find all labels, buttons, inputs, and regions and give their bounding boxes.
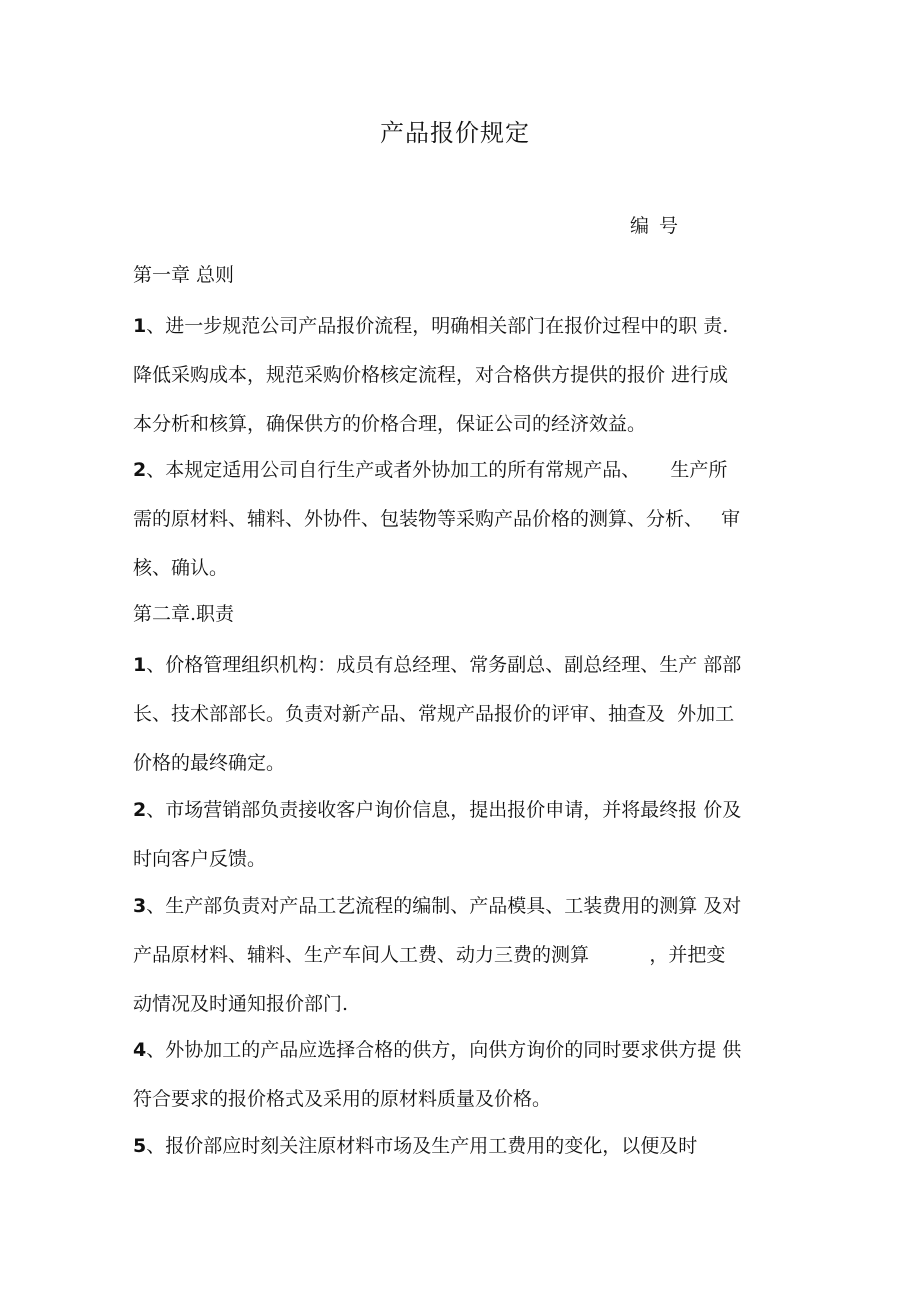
item-number: 1 (133, 654, 147, 676)
chapter-heading-1: 第一章 总则 (133, 264, 235, 286)
paragraph-line: 5、报价部应时刻关注原材料市场及生产用工费用的变化，以便及时 (133, 1135, 698, 1157)
paragraph-line: 本分析和核算，确保供方的价格合理，保证公司的经济效益。 (133, 413, 647, 435)
document-title: 产品报价规定 (380, 119, 530, 147)
paragraph-line: 符合要求的报价格式及采用的原材料质量及价格。 (133, 1088, 552, 1110)
paragraph-line: 需的原材料、辅料、外协件、包装物等采购产品价格的测算、分析、 审 (133, 508, 741, 530)
paragraph-line: 核、确认。 (133, 557, 229, 579)
item-number: 1 (133, 315, 147, 337)
chapter-2-item-1 (133, 641, 793, 788)
item-number: 2 (133, 459, 147, 481)
paragraph-line: 2、本规定适用公司自行生产或者外协加工的所有常规产品、 生产所 (133, 459, 728, 481)
document-code-label: 编 号 (630, 215, 679, 237)
paragraph-line: 3、生产部负责对产品工艺流程的编制、产品模具、工装费用的测算 及对 (133, 895, 742, 917)
paragraph-line: 动情况及时通知报价部门. (133, 993, 349, 1015)
paragraph-line: 长、技术部部长。负责对新产品、常规产品报价的评审、抽查及 外加工 (133, 703, 735, 725)
chapter-1-item-1 (133, 302, 793, 449)
paragraph-line: 价格的最终确定。 (133, 752, 286, 774)
paragraph-line: 产品原材料、辅料、生产车间人工费、动力三费的测算 ，并把变 (133, 944, 726, 966)
chapter-2-item-4 (133, 1026, 793, 1124)
chapter-heading-2: 第二章.职责 (133, 603, 235, 625)
paragraph-line: 1、价格管理组织机构：成员有总经理、常务副总、副总经理、生产 部部 (133, 654, 742, 676)
chapter-2-item-2 (133, 786, 793, 884)
chapter-2-item-3 (133, 882, 793, 1029)
paragraph-line: 时向客户反馈。 (133, 848, 267, 870)
chapter-1-item-2 (133, 446, 793, 593)
paragraph-line: 降低采购成本，规范采购价格核定流程，对合格供方提供的报价 进行成 (133, 364, 729, 386)
paragraph-line: 1、进一步规范公司产品报价流程，明确相关部门在报价过程中的职 责. (133, 315, 729, 337)
item-number: 5 (133, 1135, 147, 1157)
item-number: 2 (133, 799, 147, 821)
paragraph-line: 2、市场营销部负责接收客户询价信息，提出报价申请，并将最终报 价及 (133, 799, 742, 821)
item-number: 3 (133, 895, 147, 917)
chapter-2-item-5 (133, 1122, 793, 1171)
item-number: 4 (133, 1039, 147, 1061)
paragraph-line: 4、外协加工的产品应选择合格的供方，向供方询价的同时要求供方提 供 (133, 1039, 742, 1061)
